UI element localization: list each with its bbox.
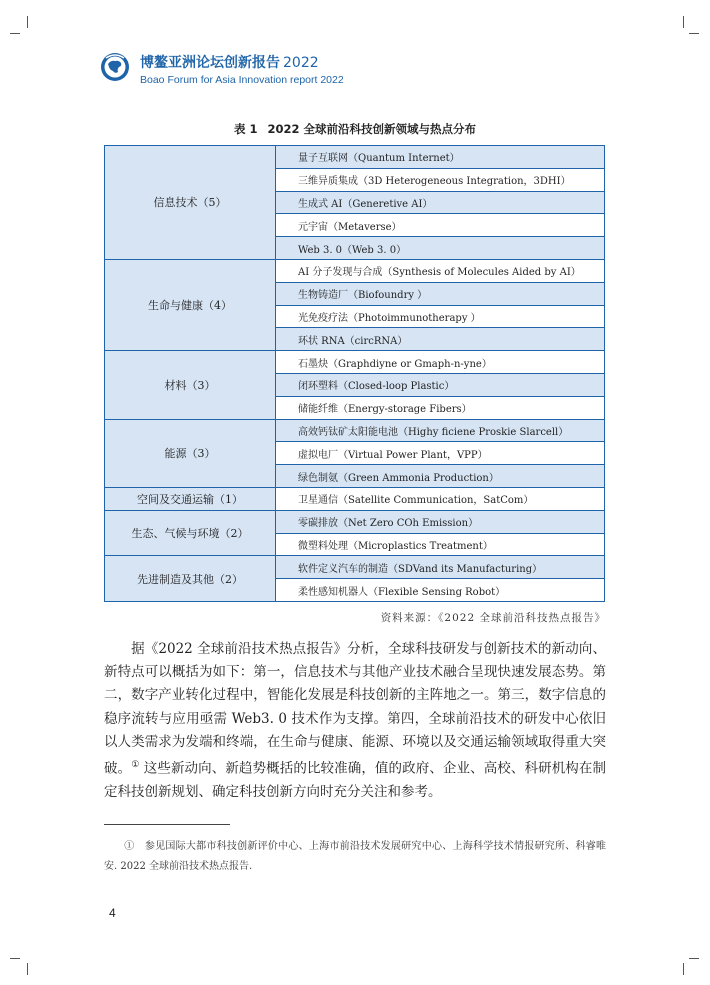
crop-mark — [10, 958, 20, 959]
footnote-marker: ① — [124, 841, 135, 852]
hotspot-cell: 生成式 AI（Generetive AI） — [276, 191, 605, 214]
hotspot-cell: 卫星通信（Satellite Communication，SatCom） — [276, 487, 605, 510]
hotspot-cell: 软件定义汽车的制造（SDVand its Manufacturing） — [276, 556, 605, 579]
tech-hotspot-table — [104, 145, 605, 602]
table-row — [105, 259, 605, 282]
table-row — [105, 419, 605, 442]
footnote — [104, 837, 606, 877]
category-cell: 生态、气候与环境（2） — [105, 510, 276, 556]
hotspot-cell: 三维异质集成（3D Heterogeneous Integration，3DHI） — [276, 168, 605, 191]
category-cell: 先进制造及其他（2） — [105, 556, 276, 602]
table-row — [105, 556, 605, 579]
crop-mark — [683, 963, 684, 975]
hotspot-cell: 柔性感知机器人（Flexible Sensing Robot） — [276, 579, 605, 602]
table-row — [105, 487, 605, 510]
hotspot-cell: AI 分子发现与合成（Synthesis of Molecules Aided by AI） — [276, 259, 605, 282]
hotspot-cell: 闭环塑料（Closed-loop Plastic） — [276, 373, 605, 396]
crop-mark — [27, 963, 28, 975]
footnote-reference[interactable]: ① — [131, 760, 140, 771]
page-number: 4 — [109, 906, 116, 920]
hotspot-cell: 量子互联网（Quantum Internet） — [276, 146, 605, 169]
globe-logo-icon — [100, 52, 130, 82]
category-cell: 空间及交通运输（1） — [105, 487, 276, 510]
table-caption — [0, 121, 710, 137]
crop-mark — [689, 958, 699, 959]
hotspot-cell: Web 3. 0（Web 3. 0） — [276, 237, 605, 260]
footnote-divider — [104, 824, 230, 825]
category-cell: 信息技术（5） — [105, 146, 276, 260]
crop-mark — [683, 16, 684, 28]
hotspot-cell: 绿色制氨（Green Ammonia Production） — [276, 465, 605, 488]
hotspot-cell: 虚拟电厂（Virtual Power Plant，VPP） — [276, 442, 605, 465]
hotspot-cell: 生物铸造厂（Biofoundry ） — [276, 282, 605, 305]
report-title-cn: 博鳌亚洲论坛创新报告 2022 — [140, 55, 319, 71]
category-cell: 材料（3） — [105, 351, 276, 419]
report-title-en: Boao Forum for Asia Innovation report 2022 — [140, 74, 344, 86]
crop-mark — [10, 33, 20, 34]
table-source: 资料来源：《2022 全球前沿科技热点报告》 — [380, 612, 606, 624]
hotspot-cell: 环状 RNA（circRNA） — [276, 328, 605, 351]
table-row — [105, 510, 605, 533]
hotspot-cell: 零碳排放（Net Zero COh Emission） — [276, 510, 605, 533]
crop-mark — [27, 16, 28, 28]
crop-mark — [689, 33, 699, 34]
hotspot-cell: 储能纤维（Energy-storage Fibers） — [276, 396, 605, 419]
hotspot-cell: 石墨炔（Graphdiyne or Gmaph-n-yne） — [276, 351, 605, 374]
hotspot-cell: 光免疫疗法（Photoimmunotherapy ） — [276, 305, 605, 328]
hotspot-cell: 元宇宙（Metaverse） — [276, 214, 605, 237]
table-row — [105, 351, 605, 374]
table-caption-text: 2022 全球前沿科技创新领域与热点分布 — [267, 122, 477, 136]
table-caption-number: 表 1 — [233, 122, 258, 136]
table-row — [105, 146, 605, 169]
body-paragraph: 据《2022 全球前沿技术热点报告》分析，全球科技研发与创新技术的新动向、新特点可以概括为如下：第一，信息技术与其他产业技术融合呈现快速发展态势。第二，数字产业转化过程中，智能化发展是科技创新的主阵地之一。第三，数字信息的稳序流转与应用亟需 Web3. 0 技术作为支撑。第四，全球前沿技术的研发中心依旧以人类需求为发端和终端，在生命与健康、能源、环境以及交通运输领域取得重大突破。① 这些新动向、新趋势概括的比较准确，值的政府、企业、高校、科研机构在制定科技创新规划、确定科技创新方向时充分关注和参考。 — [104, 641, 606, 800]
category-cell: 能源（3） — [105, 419, 276, 487]
category-cell: 生命与健康（4） — [105, 259, 276, 350]
hotspot-cell: 微塑料处理（Microplastics Treatment） — [276, 533, 605, 556]
hotspot-cell: 高效钙钛矿太阳能电池（Highy ficiene Proskie Slarcell） — [276, 419, 605, 442]
footnote-text: 参见国际大都市科技创新评价中心、上海市前沿技术发展研究中心、上海科学技术情报研究所、科睿唯安. 2022 全球前沿技术热点报告. — [104, 841, 607, 872]
